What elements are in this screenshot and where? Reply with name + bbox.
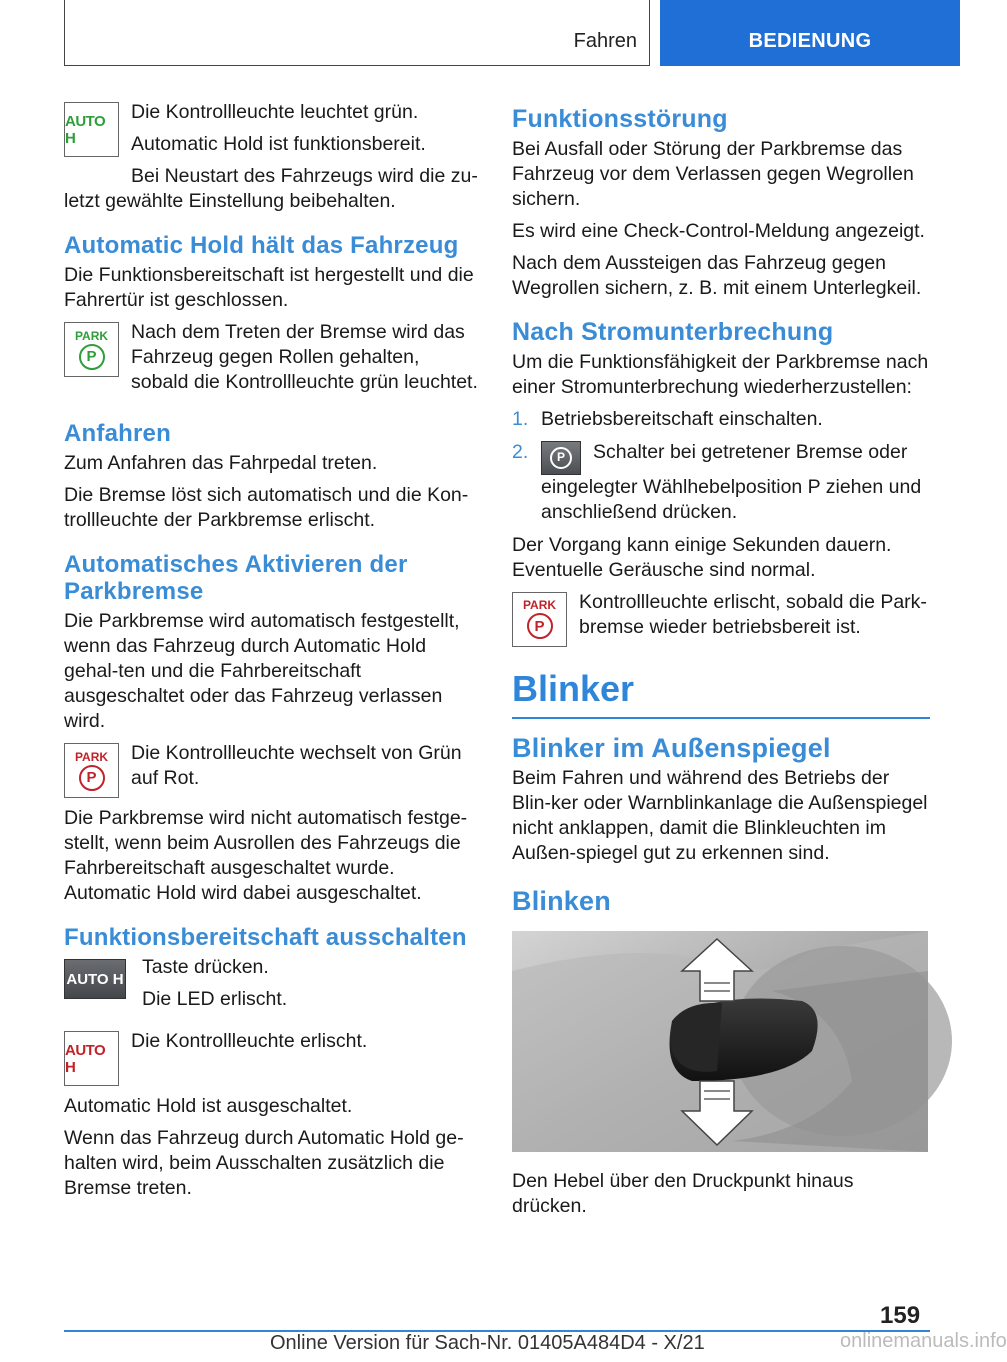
park-red-indicator-icon: PARK P <box>64 743 119 798</box>
text: Die Parkbremse wird nicht automatisch festge-stellt, wenn beim Ausrollen des Fahrzeugs die Fahrbereitschaft ausgeschaltet wurde. Automatic Hold wird dabei ausgeschaltet. <box>64 807 468 904</box>
text: Die Parkbremse wird automatisch festgestellt, wenn das Fahrzeug durch Automatic Hold gehal-ten und die Fahrbereitschaft ausgeschaltet oder das Fahrzeug verlassen wird. <box>64 610 460 732</box>
left-column <box>64 100 482 1208</box>
park-red-block <box>64 741 482 798</box>
heading-nach-stromunterbrechung: Nach Stromunterbrechung <box>512 318 834 346</box>
text: Nach dem Aussteigen das Fahrzeug gegen Wegrollen sichern, z. B. mit einem Unterlegkeil. <box>512 252 922 299</box>
park-green-block <box>64 320 482 402</box>
heading-funktionsstoerung: Funktionsstörung <box>512 105 728 133</box>
text: Bei Neustart des Fahrzeugs wird die zu- <box>131 165 478 187</box>
heading-automatisches-aktivieren: Automatisches Aktivieren der Parkbremse <box>64 551 408 605</box>
text: Taste drücken. <box>142 956 269 978</box>
text: Die Kontrollleuchte leuchtet grün. <box>131 101 419 123</box>
heading-anfahren: Anfahren <box>64 420 171 447</box>
parking-brake-switch-icon: P <box>541 441 581 475</box>
heading-blinker-im-aussenspiegel: Blinker im Außenspiegel <box>512 732 831 763</box>
header-box <box>64 0 650 66</box>
auto-hold-red-indicator-icon: AUTO H <box>64 1031 119 1086</box>
autoh-red-block <box>64 1029 482 1086</box>
list-item: 2. P Schalter bei getretener Bremse oder eingelegter Wählhebelposition P ziehen und anschließend drücken. <box>512 441 922 523</box>
header-tab-bedienung[interactable] <box>660 0 960 66</box>
text: Es wird eine Check-Control-Meldung angezeigt. <box>512 220 925 242</box>
text: Die LED erlischt. <box>142 988 288 1010</box>
text: Kontrollleuchte erlischt, sobald die Park-bremse wieder betriebsbereit ist. <box>579 590 927 638</box>
auto-hold-green-indicator-icon: AUTO H <box>64 102 119 157</box>
text: Die Funktionsbereitschaft ist hergestellt und die Fahrertür ist geschlossen. <box>64 264 474 311</box>
text: Die Bremse löst sich automatisch und die Kon-trollleuchte der Parkbremse erlischt. <box>64 484 469 531</box>
text: Zum Anfahren das Fahrpedal treten. <box>64 452 378 474</box>
autoh-button-block <box>64 955 482 1019</box>
text: Um die Funktionsfähigkeit der Parkbremse nach einer Stromunterbrechung wiederherzustellen: <box>512 351 929 398</box>
page-number: 159 <box>880 1302 921 1329</box>
list-item: 1. Betriebsbereitschaft einschalten. <box>512 408 823 430</box>
text: Beim Fahren und während des Betriebs der Blin-ker oder Warnblinkanlage die Außenspiegel nicht anklappen, damit die Blinkleuchten im Außen-spiegel gut zu erkennen sind. <box>512 766 928 864</box>
text: Den Hebel über den Druckpunkt hinaus drücken. <box>512 1169 854 1217</box>
text: Nach dem Treten der Bremse wird das Fahrzeug gegen Rollen gehalten, sobald die Kontrollleuchte grün leuchtet. <box>131 321 478 393</box>
heading-automatic-hold: Automatic Hold hält das Fahrzeug <box>64 232 459 259</box>
steps-list <box>512 407 930 525</box>
text: Die Kontrollleuchte erlischt. <box>131 1030 368 1052</box>
turn-signal-lever-illustration <box>512 931 928 1152</box>
auto-hold-button-icon: AUTO H <box>64 959 126 999</box>
text: letzt gewählte Einstellung beibehalten. <box>64 190 396 212</box>
heading-funktionsbereitschaft-ausschalten: Funktionsbereitschaft ausschalten <box>64 924 467 951</box>
text: Automatic Hold ist ausgeschaltet. <box>64 1095 353 1117</box>
autoh-green-block <box>64 100 482 189</box>
watermark: onlinemanuals.info <box>840 1330 1007 1352</box>
header-section[interactable]: Fahren <box>573 30 637 52</box>
right-column <box>512 100 930 1226</box>
text: Der Vorgang kann einige Sekunden dauern. <box>512 533 892 556</box>
text: Bei Ausfall oder Störung der Parkbremse das Fahrzeug vor dem Verlassen gegen Wegrollen sichern. <box>512 138 914 210</box>
text: Eventuelle Geräusche sind normal. <box>512 558 816 581</box>
text: Automatic Hold ist funktionsbereit. <box>131 133 426 155</box>
park-green-indicator-icon: PARK P <box>64 322 119 377</box>
park-red-block-2 <box>512 590 930 647</box>
online-version-note: Online Version für Sach-Nr. 01405A484D4 - X/21 <box>270 1332 705 1354</box>
text: Wenn das Fahrzeug durch Automatic Hold ge-halten wird, beim Ausschalten zusätzlich die Bremse treten. <box>64 1127 464 1199</box>
header-tab-label: BEDIENUNG <box>748 30 872 52</box>
heading-blinker: Blinker <box>512 669 930 719</box>
heading-blinken: Blinken <box>512 885 611 916</box>
park-red-indicator-icon: PARK P <box>512 592 567 647</box>
text: Die Kontrollleuchte wechselt von Grün auf Rot. <box>131 742 462 789</box>
